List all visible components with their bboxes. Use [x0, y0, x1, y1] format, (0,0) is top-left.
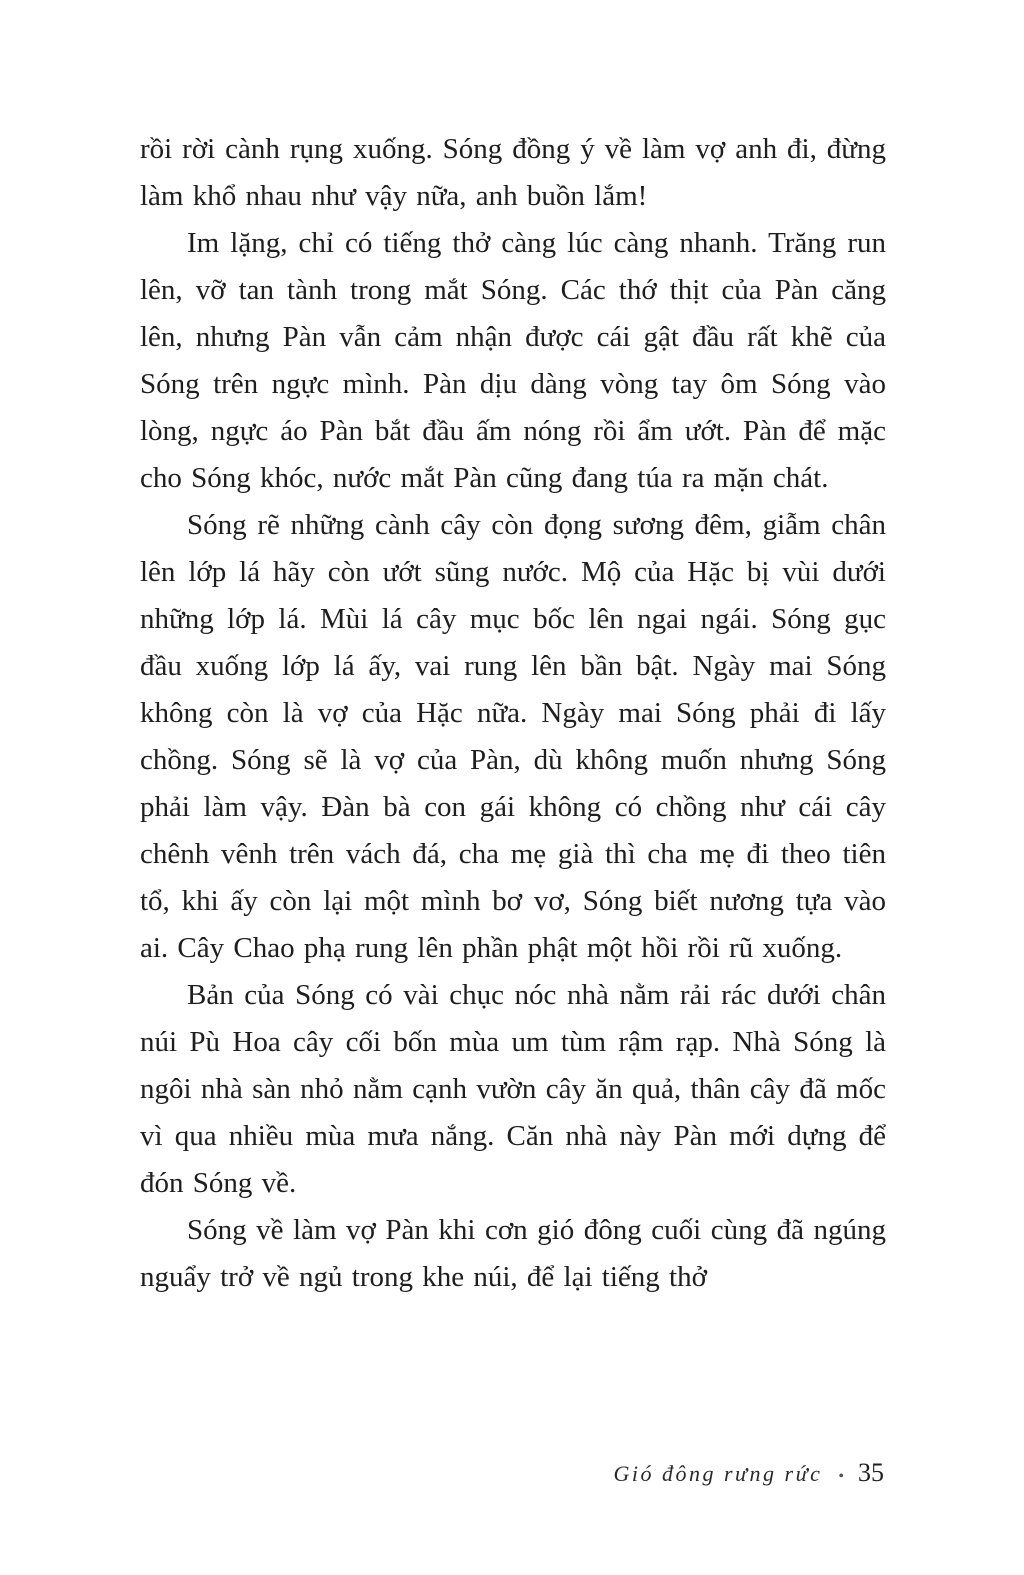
footer-bullet-icon: •	[838, 1468, 844, 1485]
running-title: Gió đông rưng rức	[613, 1461, 823, 1486]
paragraph: Im lặng, chỉ có tiếng thở càng lúc càng nhanh. Trăng run lên, vỡ tan tành trong mắt Sóng. Các thớ thịt của Pàn căng lên, nhưng Pàn vẫn cảm nhận được cái gật đầu rất khẽ của Sóng trên ngực mình. Pàn dịu dàng vòng tay ôm Sóng vào lòng, ngực áo Pàn bắt đầu ấm nóng rồi ẩm ướt. Pàn để mặc cho Sóng khóc, nước mắt Pàn cũng đang túa ra mặn chát.	[140, 227, 886, 494]
page-footer	[614, 1458, 885, 1488]
page-text-block	[140, 126, 886, 1301]
paragraph: Bản của Sóng có vài chục nóc nhà nằm rải rác dưới chân núi Pù Hoa cây cối bốn mùa um tùm rậm rạp. Nhà Sóng là ngôi nhà sàn nhỏ nằm cạnh vườn cây ăn quả, thân cây đã mốc vì qua nhiều mùa mưa nắng. Căn nhà này Pàn mới dựng để đón Sóng về.	[140, 979, 886, 1199]
paragraph: Sóng rẽ những cành cây còn đọng sương đêm, giẫm chân lên lớp lá hãy còn ướt sũng nước. Mộ của Hặc bị vùi dưới những lớp lá. Mùi lá cây mục bốc lên ngai ngái. Sóng gục đầu xuống lớp lá ấy, vai rung lên bần bật. Ngày mai Sóng không còn là vợ của Hặc nữa. Ngày mai Sóng phải đi lấy chồng. Sóng sẽ là vợ của Pàn, dù không muốn nhưng Sóng phải làm vậy. Đàn bà con gái không có chồng như cái cây chênh vênh trên vách đá, cha mẹ già thì cha mẹ đi theo tiên tổ, khi ấy còn lại một mình bơ vơ, Sóng biết nương tựa vào ai. Cây Chao phạ rung lên phần phật một hồi rồi rũ xuống.	[140, 509, 886, 964]
paragraph: Sóng về làm vợ Pàn khi cơn gió đông cuối cùng đã ngúng nguẩy trở về ngủ trong khe núi, để lại tiếng thở	[140, 1214, 886, 1293]
page-number: 35	[858, 1458, 884, 1487]
paragraph-continuation: rồi rời cành rụng xuống. Sóng đồng ý về làm vợ anh đi, đừng làm khổ nhau như vậy nữa, anh buồn lắm!	[140, 133, 886, 212]
